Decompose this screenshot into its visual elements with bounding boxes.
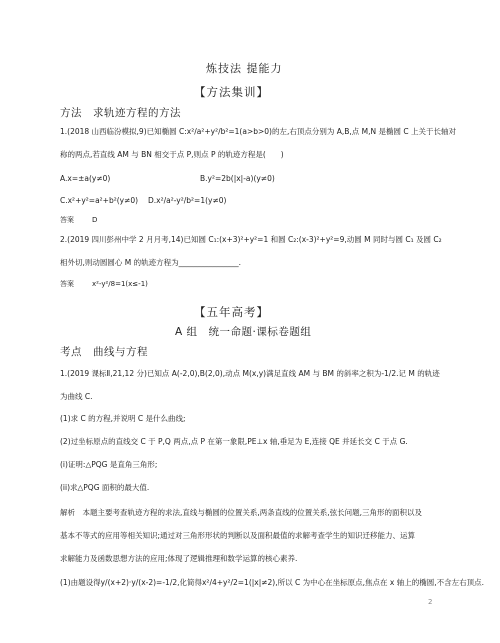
section-banner-five-years: 【五年高考】 xyxy=(194,305,269,319)
problem1-text-line1: 1.(2018 山西临汾模拟,9)已知椭圆 C:x²/a²+y²/b²=1(a>b>0)的左,右顶点分别为 A,B,点 M,N 是椭圆 C 上关于长轴对 xyxy=(60,127,457,136)
kaodian-heading: 考点 曲线与方程 xyxy=(60,346,148,358)
page-title: 炼技法 提能力 xyxy=(206,62,283,75)
option-d: D.x²/a²-y²/b²=1(y≠0) xyxy=(148,196,227,205)
problem3-question1: (1)求 C 的方程,并说明 C 是什么曲线; xyxy=(60,414,186,423)
method-heading: 方法 求轨迹方程的方法 xyxy=(60,107,181,119)
analysis-line1: 解析 本题主要考查轨迹方程的求法,直线与椭圆的位置关系,两条直线的位置关系,弦长问题,三角形的面积以及 xyxy=(60,508,423,517)
page-number: 2 xyxy=(428,598,433,606)
analysis-line2: 基本不等式的应用等相关知识;通过对三角形形状的判断以及面积最值的求解考查学生的知识迁移能力、运算 xyxy=(60,531,416,540)
answer2-value: x²-y²/8=1(x≤-1) xyxy=(92,280,148,288)
option-c: C.x²+y²=a²+b²(y≠0) xyxy=(60,196,139,205)
option-a: A.x=±a(y≠0) xyxy=(60,174,111,183)
analysis-line3: 求解能力及函数思想方法的应用;体现了逻辑推理和数学运算的核心素养. xyxy=(60,554,298,563)
problem3-question2: (2)过坐标原点的直线交 C 于 P,Q 两点,点 P 在第一象限,PE⊥x 轴,垂足为 E,连接 QE 并延长交 C 于点 G. xyxy=(60,437,408,446)
problem3-question2-ii: (ii)求△PQG 面积的最大值. xyxy=(60,483,150,492)
problem2-text-line1: 2.(2019 四川彭州中学 2 月月考,14)已知圆 C₁:(x+3)²+y²=1 和圆 C₂:(x-3)²+y²=9,动圆 M 同时与圆 C₁ 及圆 C₂ xyxy=(60,235,442,244)
section-banner-method: 【方法集训】 xyxy=(194,85,269,99)
problem2-text-line2: 相外切,则动圆圆心 M 的轨迹方程为________________. xyxy=(60,258,242,267)
problem3-question2-i: (i)证明:△PQG 是直角三角形; xyxy=(60,460,158,469)
group-heading: A 组 统一命题·课标卷题组 xyxy=(175,326,312,338)
solution-line1: (1)由题设得y/(x+2)·y/(x-2)=-1/2,化简得x²/4+y²/2=1(|x|≠2),所以 C 为中心在坐标原点,焦点在 x 轴上的椭圆,不含左右顶点. xyxy=(60,578,484,587)
problem3-text-line2: 为曲线 C. xyxy=(60,392,93,401)
answer1-value: D xyxy=(92,216,98,224)
answer1-label: 答案 xyxy=(60,216,74,224)
option-b: B.y²=2b(|x|-a)(y≠0) xyxy=(200,174,275,183)
answer2-label: 答案 xyxy=(60,280,74,288)
problem1-text-line2: 称的两点,若直线 AM 与 BN 相交于点 P,则点 P 的轨迹方程是( ) xyxy=(60,150,284,159)
problem3-text-line1: 1.(2019 课标Ⅱ,21,12 分)已知点 A(-2,0),B(2,0),动点 M(x,y)满足直线 AM 与 BM 的斜率之积为-1/2.记 M 的轨迹 xyxy=(60,369,440,378)
